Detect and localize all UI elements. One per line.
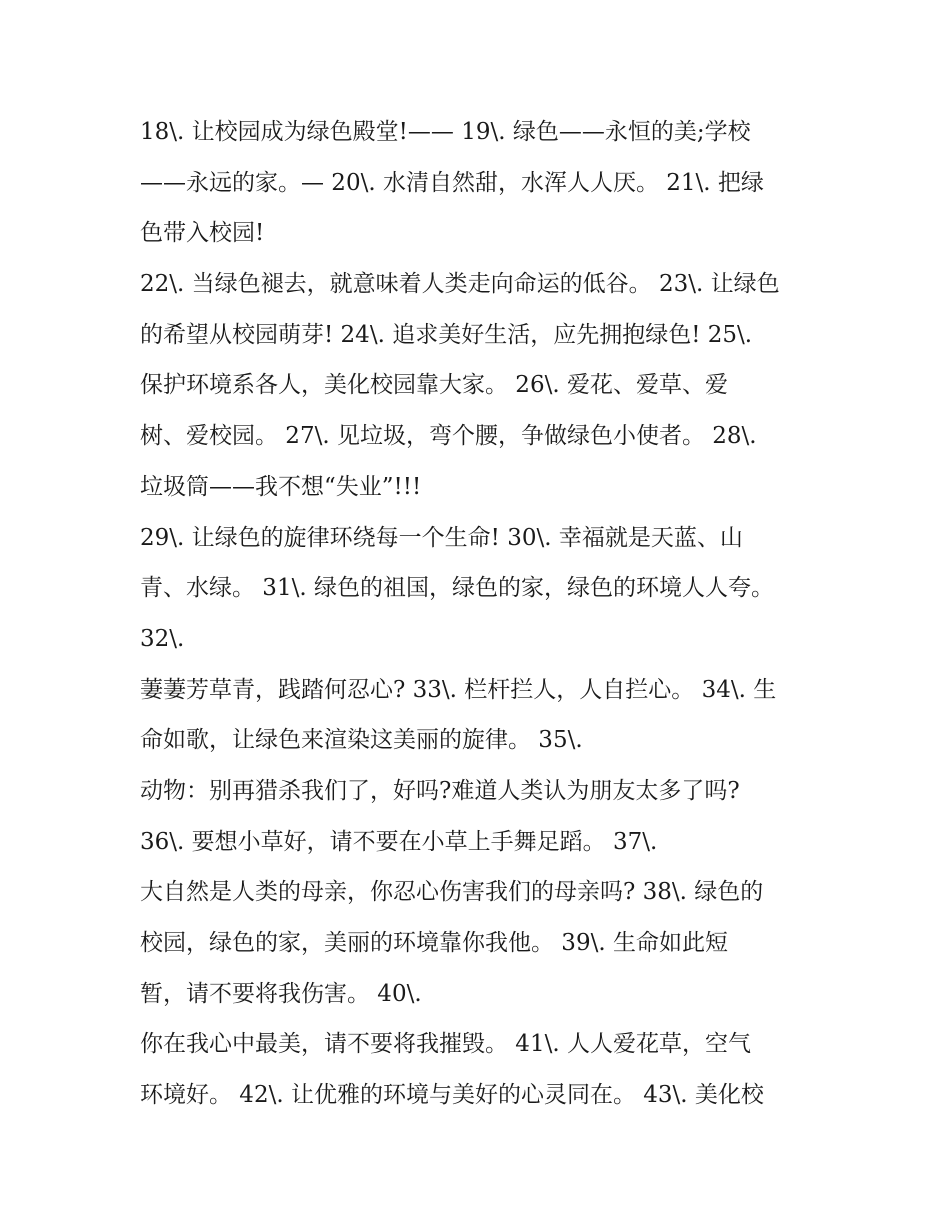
- text-line: 32\.: [140, 625, 185, 652]
- text-line: ——永远的家。— 20\. 水清自然甜，水浑人人厌。 21\. 把绿: [140, 169, 764, 196]
- text-line: 36\. 要想小草好，请不要在小草上手舞足蹈。 37\.: [140, 828, 658, 855]
- text-line: 你在我心中最美，请不要将我摧毁。 41\. 人人爱花草，空气: [140, 1031, 751, 1058]
- text-line: 22\. 当绿色褪去，就意味着人类走向命运的低谷。 23\. 让绿色: [140, 271, 780, 298]
- text-line: 18\. 让校园成为绿色殿堂!—— 19\. 绿色——永恒的美;学校: [140, 119, 751, 145]
- text-line: 青、水绿。 31\. 绿色的祖国，绿色的家，绿色的环境人人夸。: [140, 575, 774, 602]
- text-line: 动物：别再猎杀我们了，好吗?难道人类认为朋友太多了吗?: [140, 777, 740, 804]
- text-line: 命如歌，让绿色来渲染这美丽的旋律。 35\.: [140, 727, 583, 754]
- text-line: 树、爱校园。 27\. 见垃圾，弯个腰，争做绿色小使者。 28\.: [140, 423, 757, 450]
- text-line: 垃圾筒——我不想“失业”!!!: [140, 473, 422, 500]
- text-line: 暂，请不要将我伤害。 40\.: [140, 980, 422, 1007]
- text-line: 保护环境系各人，美化校园靠大家。 26\. 爱花、爱草、爱: [140, 372, 728, 399]
- body-text: [140, 107, 840, 1121]
- text-line: 大自然是人类的母亲，你忍心伤害我们的母亲吗? 38\. 绿色的: [140, 879, 764, 906]
- text-line: 色带入校园!: [140, 220, 265, 247]
- text-line: 校园，绿色的家，美丽的环境靠你我他。 39\. 生命如此短: [140, 930, 728, 956]
- text-line: 萋萋芳草青，践踏何忍心? 33\. 栏杆拦人，人自拦心。 34\. 生: [140, 676, 777, 703]
- text-line: 29\. 让绿色的旋律环绕每一个生命! 30\. 幸福就是天蓝、山: [140, 524, 743, 551]
- text-line: 的希望从校园萌芽! 24\. 追求美好生活，应先拥抱绿色! 25\.: [140, 321, 753, 348]
- text-line: 环境好。 42\. 让优雅的环境与美好的心灵同在。 43\. 美化校: [140, 1082, 764, 1109]
